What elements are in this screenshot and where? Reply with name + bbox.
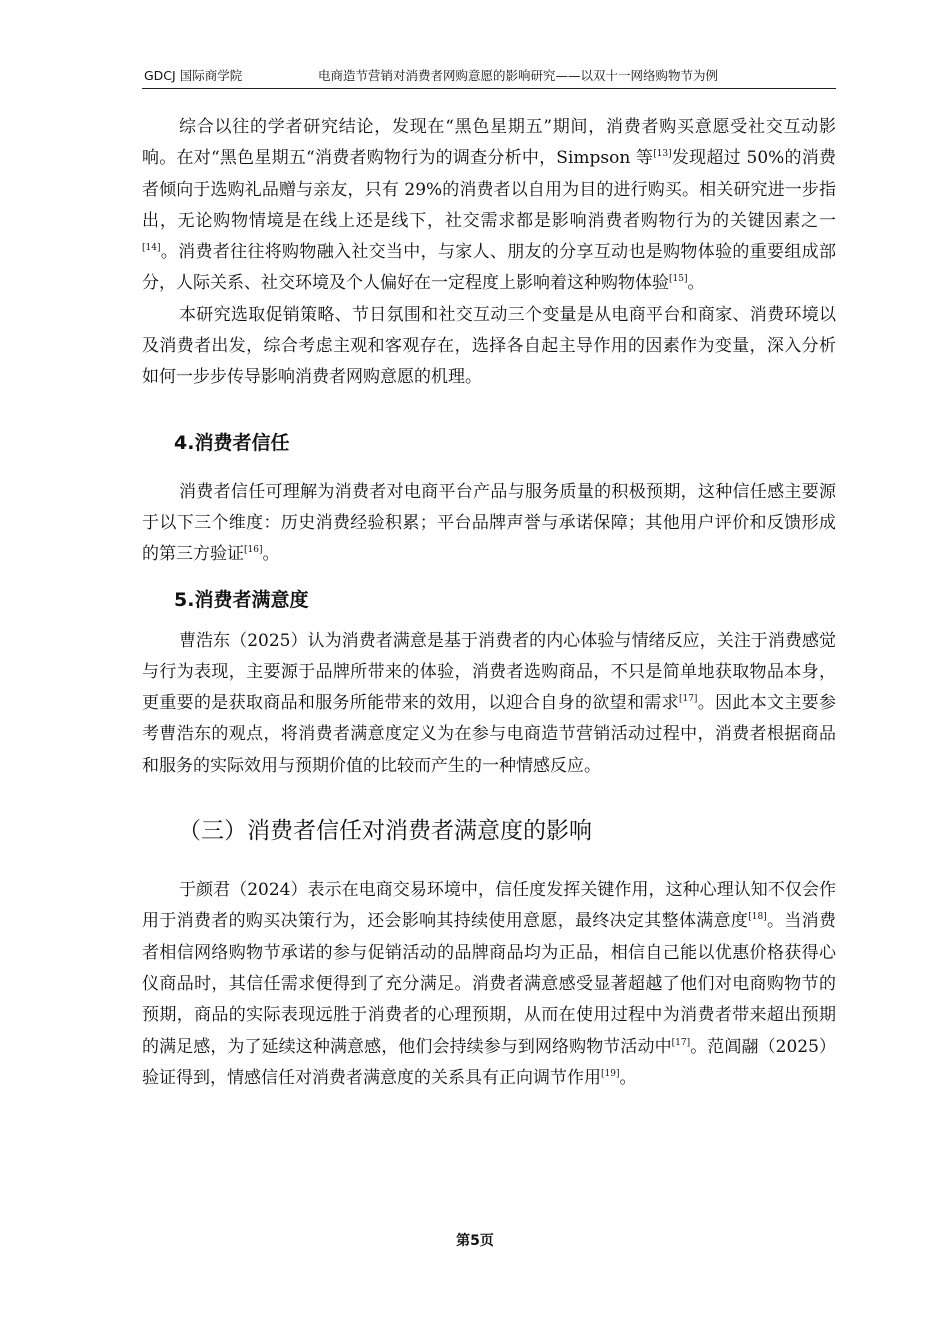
heading-consumer-trust: 4.消费者信任 [174,431,290,454]
citation: [18] [748,912,767,923]
header-school: GDCJ 国际商学院 [144,68,243,83]
paragraph-variables: 本研究选取促销策略、节日氛围和社交互动三个变量是从电商平台和商家、消费环境以及消费者出发，综合考虑主观和客观存在，选择各自起主导作用的因素作为变量，深入分析如何一步步传导影响消费者网购意愿的机理。 [142,304,836,388]
paragraph-trust-satisfaction [142,875,836,1094]
citation: [16] [244,545,263,556]
header-title: 电商造节营销对消费者网购意愿的影响研究——以双十一网络购物节为例 [318,68,719,83]
text-run: 。 [619,1067,637,1088]
paragraph-social-interaction [142,112,836,300]
citation: [13] [653,149,672,160]
text-run: 。 [262,544,280,565]
page-content [142,112,836,1094]
citation: [17] [678,694,698,705]
text-run: 。当消费者相信网络购物节承诺的参与促销活动的品牌商品均为正品，相信自己能以优惠价格获得心仪商品时，其信任需求便得到了充分满足。消费者满意感受显著超越了他们对电商购物节的预期，商品的实际表现远胜于消费者的心理预期，从而在使用过程中为消费者带来超出预期的满足感，为了延续这种满意感，他们会持续参与到网络购物节活动中 [142,911,837,1057]
text-run: 消费者信任可理解为消费者对电商平台产品与服务质量的积极预期，这种信任感主要源于以下三个维度：历史消费经验积累；平台品牌声誉与承诺保障；其他用户评价和反馈形成的第三方验证 [142,481,836,565]
citation: [17] [671,1037,691,1048]
text-run: 。因此本文主要参考曹浩东的观点，将消费者满意度定义为在参与电商造节营销活动过程中，消费者根据商品和服务的实际效用与预期价值的比较而产生的一种情感反应。 [142,693,837,776]
text-run: 发现超过 50%的消费者倾向于选购礼品赠与亲友，只有 29%的消费者以自用为目的进行购买。相关研究进一步指出，无论购物情境是在线上还是线下，社交需求都是影响消费者购物行为的关键因素之一 [142,148,836,231]
text-run: 。范阊翮（2025）验证得到，情感信任对消费者满意度的关系具有正向调节作用 [142,1036,837,1088]
heading-consumer-satisfaction: 5.消费者满意度 [174,588,309,611]
text-run: 。消费者往往将购物融入社交当中，与家人、朋友的分享互动也是购物体验的重要组成部分，人际关系、社交环境及个人偏好在一定程度上影响着这种购物体验 [142,242,836,294]
paragraph-consumer-satisfaction [142,626,836,782]
citation: [15] [669,274,688,285]
page-number: 第5页 [456,1233,494,1249]
text-run: 。 [687,273,705,294]
paragraph-consumer-trust [142,477,836,571]
section-title: （三）消费者信任对消费者满意度的影响 [178,818,592,845]
citation: [14] [142,243,161,254]
text-run: 于颜君（2024）表示在电商交易环境中，信任度发挥关键作用，这种心理认知不仅会作用于消费者的购买决策行为，还会影响其持续使用意愿，最终决定其整体满意度 [142,880,836,932]
text-run: 综合以往的学者研究结论，发现在“黑色星期五”期间，消费者购买意愿受社交互动影响。在对“黑色星期五“消费者购物行为的调查分析中，Simpson 等 [142,117,836,169]
page-header [142,62,836,89]
text-run: 曹浩东（2025）认为消费者满意是基于消费者的内心体验与情绪反应，关注于消费感觉与行为表现，主要源于品牌所带来的体验，消费者选购商品，不只是简单地获取物品本身，更重要的是获取商品和服务所能带来的效用，以迎合自身的欲望和需求 [142,630,836,714]
citation: [19] [601,1068,620,1079]
